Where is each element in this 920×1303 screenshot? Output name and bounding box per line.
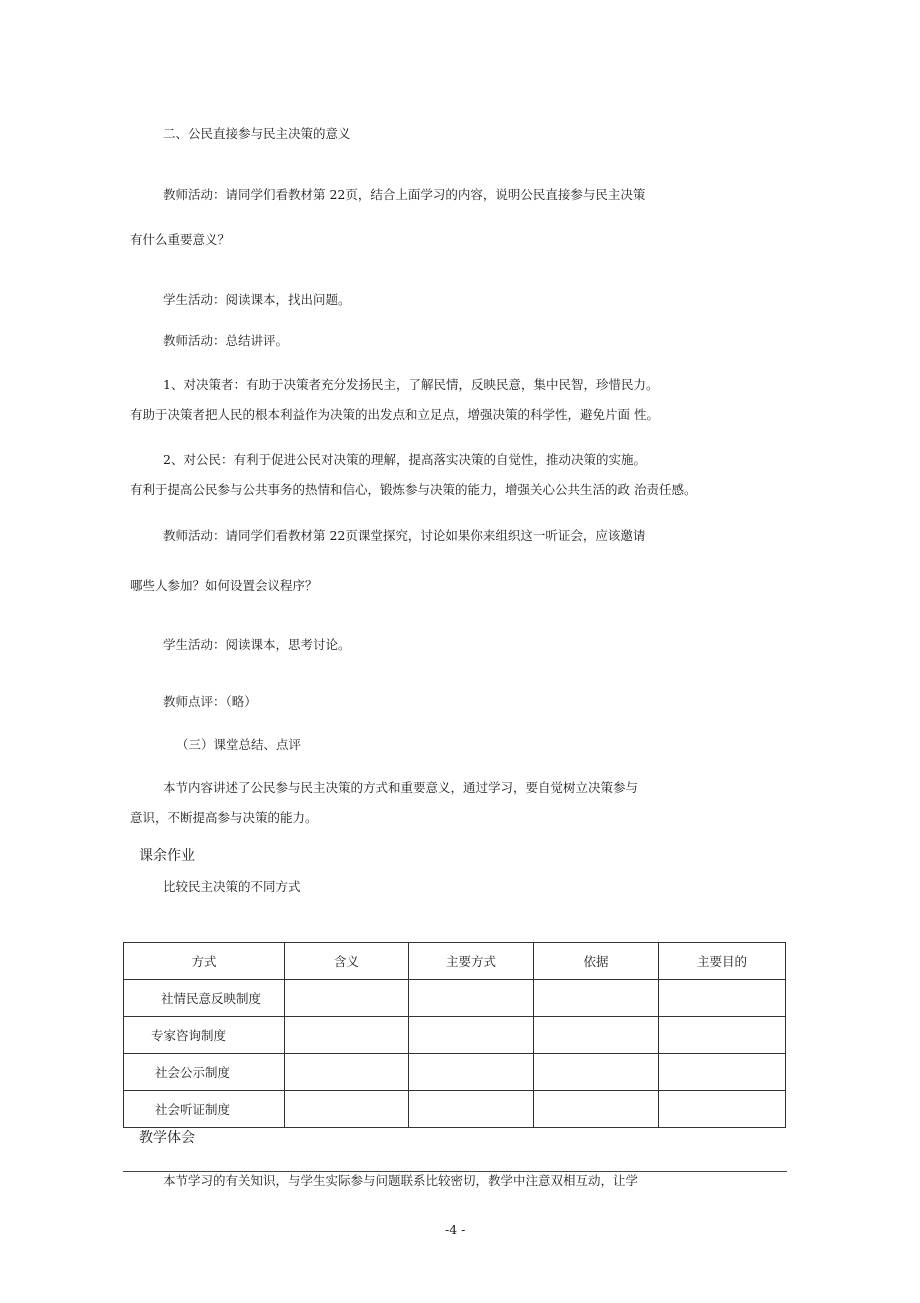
table-header-cell: 主要目的 xyxy=(659,943,786,980)
table-cell xyxy=(659,1054,786,1091)
paragraph-student-activity-1: 学生活动：阅读课本，找出问题。 xyxy=(163,292,351,307)
comparison-table xyxy=(123,942,786,1128)
table-cell xyxy=(409,1091,534,1128)
homework-heading: 课余作业 xyxy=(139,848,195,864)
paragraph-teacher-comment: 教师点评：（略） xyxy=(163,694,257,709)
table-cell xyxy=(659,1091,786,1128)
paragraph-point-1: 1、对决策者：有助于决策者充分发扬民主，了解民情，反映民意，集中民智，珍惜民力。 xyxy=(163,377,659,392)
homework-subtitle: 比较民主决策的不同方式 xyxy=(163,879,301,894)
paragraph-teacher-activity-3-cont: 哪些人参加？如何设置会议程序？ xyxy=(130,578,318,593)
paragraph-point-2: 2、对公民：有利于促进公民对决策的理解，提高落实决策的自觉性，推动决策的实施。 xyxy=(163,452,646,467)
paragraph-summary: 本节内容讲述了公民参与民主决策的方式和重要意义，通过学习，要自觉树立决策参与 xyxy=(163,780,639,795)
table-cell xyxy=(409,1054,534,1091)
table-row-label: 专家咨询制度 xyxy=(124,1017,285,1054)
page-number: -4 - xyxy=(445,1222,466,1237)
table-cell xyxy=(534,1054,659,1091)
table-cell xyxy=(409,1017,534,1054)
table-cell xyxy=(285,1054,409,1091)
table-row xyxy=(124,980,786,1017)
table-cell xyxy=(285,980,409,1017)
paragraph-point-1-cont: 有助于决策者把人民的根本利益作为决策的出发点和立足点，增强决策的科学性，避免片面 性。 xyxy=(130,407,659,422)
table-cell xyxy=(659,980,786,1017)
divider xyxy=(123,1171,787,1172)
table-row-label: 社会公示制度 xyxy=(124,1054,285,1091)
paragraph-summary-cont: 意识，不断提高参与决策的能力。 xyxy=(130,810,318,825)
paragraph-point-2-cont: 有利于提高公民参与公共事务的热情和信心，锻炼参与决策的能力，增强关心公共生活的政 治责任感。 xyxy=(130,482,697,497)
table-cell xyxy=(534,980,659,1017)
paragraph-teacher-activity-3: 教师活动：请同学们看教材第 22页课堂探究，讨论如果你来组织这一听证会，应该邀请 xyxy=(163,528,646,543)
table-header-row xyxy=(124,943,786,980)
table-header-cell: 依据 xyxy=(534,943,659,980)
subsection-summary-title: （三）课堂总结、点评 xyxy=(176,737,302,752)
table-cell xyxy=(534,1017,659,1054)
table-cell xyxy=(534,1091,659,1128)
table-row xyxy=(124,1091,786,1128)
table-row-label: 社情民意反映制度 xyxy=(124,980,285,1017)
table-row xyxy=(124,1054,786,1091)
table-header-cell: 主要方式 xyxy=(409,943,534,980)
table-header-cell: 含义 xyxy=(285,943,409,980)
table-row xyxy=(124,1017,786,1054)
paragraph-teacher-activity-2: 教师活动：总结讲评。 xyxy=(163,333,289,348)
section-title: 二、公民直接参与民主决策的意义 xyxy=(163,126,351,141)
paragraph-teacher-activity-1-cont: 有什么重要意义？ xyxy=(130,232,231,247)
table-cell xyxy=(409,980,534,1017)
table-row-label: 社会听证制度 xyxy=(124,1091,285,1128)
reflection-heading: 教学体会 xyxy=(139,1130,195,1146)
table-header-cell: 方式 xyxy=(124,943,285,980)
paragraph-teacher-activity-1: 教师活动：请同学们看教材第 22页，结合上面学习的内容，说明公民直接参与民主决策 xyxy=(163,187,646,202)
reflection-text: 本节学习的有关知识，与学生实际参与问题联系比较密切，教学中注意双相互动，让学 xyxy=(163,1173,639,1188)
paragraph-student-activity-2: 学生活动：阅读课本，思考讨论。 xyxy=(163,637,351,652)
table-cell xyxy=(659,1017,786,1054)
table-cell xyxy=(285,1017,409,1054)
table-cell xyxy=(285,1091,409,1128)
